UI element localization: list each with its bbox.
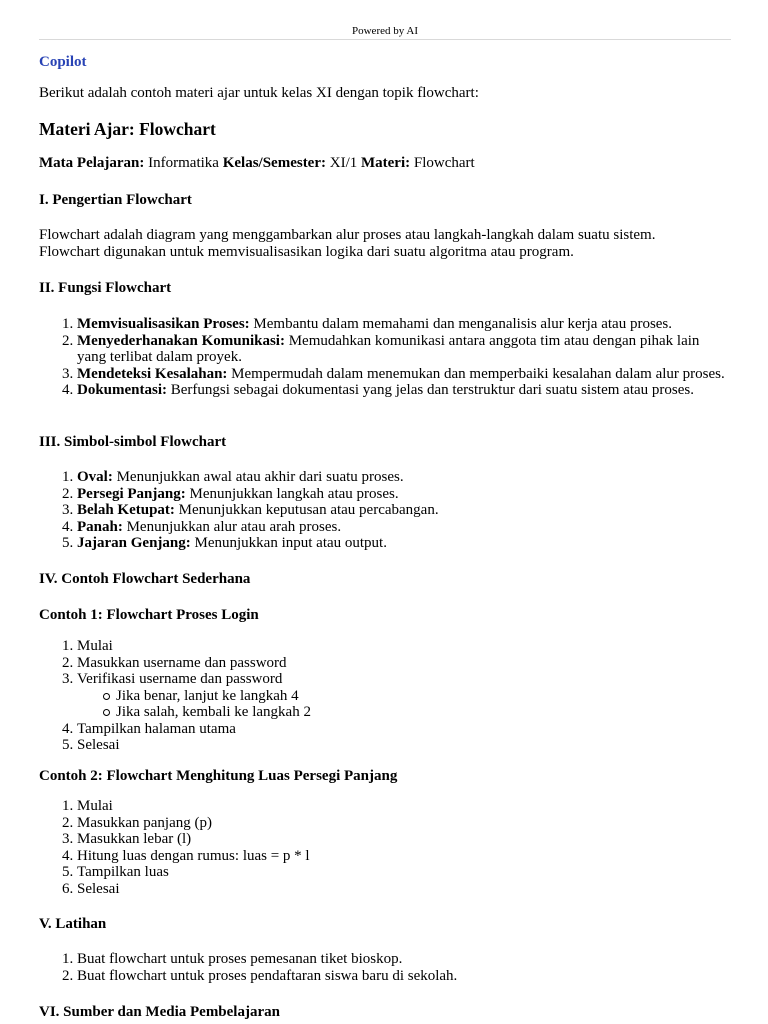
list-item [77, 671, 731, 721]
list-item [77, 469, 731, 486]
list-item-text: Verifikasi username dan password [77, 671, 283, 687]
subject-label: Mata Pelajaran: [39, 155, 145, 171]
list-item [77, 366, 731, 383]
list-item-term: Memvisualisasikan Proses: [77, 316, 250, 332]
list-item-desc: Menunjukkan input atau output. [190, 535, 387, 551]
list-item-desc: Menunjukkan langkah atau proses. [185, 485, 399, 502]
list-item [77, 502, 731, 519]
list-item-desc: Memudahkan komunikasi antara anggota tim atau dengan pihak lain yang terlibat dalam proyek. [77, 332, 700, 365]
section-heading-contoh: IV. Contoh Flowchart Sederhana [39, 571, 251, 587]
list-item: 1. Buat flowchart untuk proses pemesanan tiket bioskop. [77, 951, 731, 968]
example1-heading: Contoh 1: Flowchart Proses Login [39, 607, 259, 623]
class-value: XI/1 [329, 155, 358, 171]
example1-steps [39, 638, 731, 754]
sub-list [77, 688, 731, 721]
simbol-list [39, 469, 731, 552]
meta-line [39, 155, 475, 172]
section-paragraph-pengertian: Flowchart adalah diagram yang menggambarkan alur proses atau langkah-langkah dalam suatu sistem. Flowchart digunakan untuk memvisualisasikan logika dari suatu algoritma atau program. [39, 227, 656, 260]
list-item [77, 333, 731, 366]
list-item: 3. Masukkan lebar (l) [77, 831, 731, 848]
list-item: 6. Selesai [77, 881, 731, 898]
list-item: 4. Tampilkan halaman utama [77, 721, 731, 738]
list-item-term: Panah: [77, 518, 123, 535]
section-heading-pengertian: I. Pengertian Flowchart [39, 192, 192, 208]
page-header [39, 0, 731, 40]
list-item [77, 486, 731, 503]
list-item: 2. Masukkan username dan password [77, 655, 731, 672]
latihan-list [39, 951, 731, 984]
section-heading-latihan: V. Latihan [39, 916, 107, 932]
list-item: 5. Tampilkan luas [77, 864, 731, 881]
section-heading-simbol: III. Simbol-simbol Flowchart [39, 434, 227, 450]
list-item-desc: Mempermudah dalam menemukan dan memperbaiki kesalahan dalam alur proses. [227, 365, 725, 382]
class-label: Kelas/Semester: [222, 155, 326, 171]
list-item-desc: Berfungsi sebagai dokumentasi yang jelas dan terstruktur dari suatu sistem atau proses. [167, 382, 694, 398]
list-item-term: Oval: [77, 469, 113, 485]
list-item-desc: Menunjukkan keputusan atau percabangan. [174, 502, 439, 518]
list-item [77, 519, 731, 536]
list-item-desc: Menunjukkan alur atau arah proses. [122, 518, 342, 535]
list-item-desc: Membantu dalam memahami dan menganalisis alur kerja atau proses. [249, 316, 673, 332]
list-item-term: Belah Ketupat: [77, 502, 175, 518]
list-item: 5. Selesai [77, 737, 731, 754]
list-item [77, 535, 731, 552]
source-label: Copilot [39, 54, 87, 70]
list-item [77, 382, 731, 399]
topic-label: Materi: [361, 155, 411, 171]
section-heading-fungsi: II. Fungsi Flowchart [39, 280, 172, 296]
topic-value: Flowchart [413, 155, 475, 171]
list-item: 2. Buat flowchart untuk proses pendaftaran siswa baru di sekolah. [77, 968, 731, 985]
list-item-term: Dokumentasi: [77, 382, 168, 398]
intro-text: Berikut adalah contoh materi ajar untuk kelas XI dengan topik flowchart: [39, 85, 479, 101]
section-heading-sumber: VI. Sumber dan Media Pembelajaran [39, 1004, 280, 1020]
sub-list-item: Jika salah, kembali ke langkah 2 [116, 704, 731, 721]
example2-steps [39, 798, 731, 897]
powered-by-label: Powered by AI [352, 25, 418, 37]
list-item-term: Mendeteksi Kesalahan: [77, 365, 228, 382]
list-item-term: Persegi Panjang: [77, 485, 186, 502]
list-item: 2. Masukkan panjang (p) [77, 815, 731, 832]
list-item [77, 316, 731, 333]
list-item-term: Jajaran Genjang: [77, 535, 191, 551]
example2-heading: Contoh 2: Flowchart Menghitung Luas Persegi Panjang [39, 768, 398, 784]
document-title: Materi Ajar: Flowchart [39, 119, 216, 139]
sub-list-item: Jika benar, lanjut ke langkah 4 [116, 688, 731, 705]
list-item: 1. Mulai [77, 798, 731, 815]
list-item: 4. Hitung luas dengan rumus: luas = p * l [77, 848, 731, 865]
subject-value: Informatika [148, 155, 219, 171]
list-item-term: Menyederhanakan Komunikasi: [77, 332, 285, 349]
fungsi-list [39, 316, 731, 399]
list-item: 1. Mulai [77, 638, 731, 655]
list-item-desc: Menunjukkan awal atau akhir dari suatu proses. [112, 469, 404, 485]
